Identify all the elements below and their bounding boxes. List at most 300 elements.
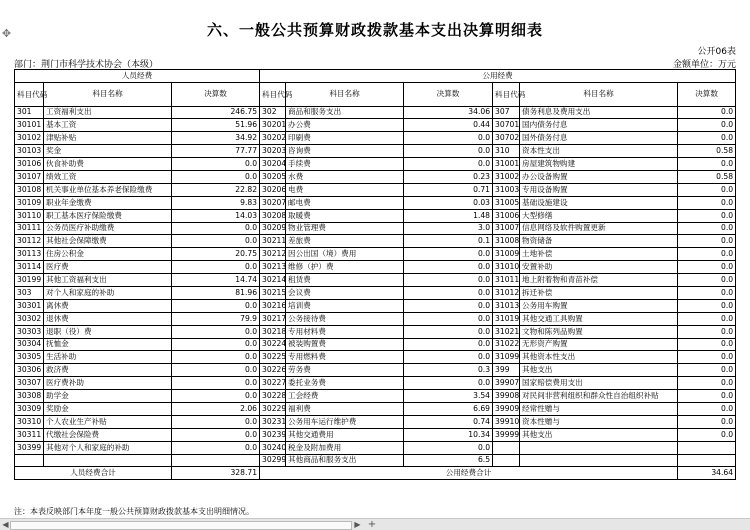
public-code-cell: 30213 (260, 261, 286, 274)
other-code-cell: 39910 (493, 415, 520, 428)
table-row (15, 274, 736, 287)
personnel-name-cell: 离休费 (44, 299, 172, 312)
table-row (15, 170, 736, 183)
public-name-cell: 办公费 (286, 119, 404, 132)
public-code-cell: 30206 (260, 183, 286, 196)
personnel-amount-cell: 20.75 (172, 248, 260, 261)
personnel-name-cell: 职工基本医疗保险缴费 (44, 209, 172, 222)
personnel-amount-cell: 22.82 (172, 183, 260, 196)
public-amount-cell: 0.0 (404, 248, 493, 261)
public-name-cell: 劳务费 (286, 364, 404, 377)
other-name-cell (520, 441, 678, 454)
other-amount-cell: 0.0 (678, 402, 736, 415)
personnel-amount-cell (172, 454, 260, 467)
personnel-total-label: 人员经费合计 (15, 467, 172, 480)
other-code-cell: 30702 (493, 132, 520, 145)
move-handle-icon[interactable]: ✥ (1, 27, 12, 40)
public-total-label: 公用经费合计 (260, 467, 678, 480)
table-row (15, 454, 736, 467)
other-amount-cell: 0.0 (678, 351, 736, 364)
other-code-cell: 399 (493, 364, 520, 377)
table-row (15, 415, 736, 428)
personnel-code-cell: 30399 (15, 441, 44, 454)
public-amount-cell: 0.71 (404, 183, 493, 196)
public-name-cell: 委托业务费 (286, 377, 404, 390)
other-amount-cell: 0.0 (678, 248, 736, 261)
other-code-cell: 31007 (493, 222, 520, 235)
table-row (15, 428, 736, 441)
public-name-cell: 差旅费 (286, 235, 404, 248)
personnel-code-cell: 30303 (15, 325, 44, 338)
public-amount-cell: 0.23 (404, 170, 493, 183)
public-code-cell: 30212 (260, 248, 286, 261)
public-name-cell: 会议费 (286, 286, 404, 299)
personnel-name-cell: 绩效工资 (44, 170, 172, 183)
personnel-amount-cell: 0.0 (172, 428, 260, 441)
personnel-name-cell: 对个人和家庭的补助 (44, 286, 172, 299)
other-amount-cell: 0.0 (678, 119, 736, 132)
public-code-cell: 30207 (260, 196, 286, 209)
table-number: 公开06表 (697, 47, 736, 57)
public-name-cell: 被装购置费 (286, 338, 404, 351)
table-row (15, 299, 736, 312)
personnel-name-cell: 其他对个人和家庭的补助 (44, 441, 172, 454)
public-name-cell: 公务用车运行维护费 (286, 415, 404, 428)
personnel-code-cell: 30101 (15, 119, 44, 132)
other-amount-cell: 0.0 (678, 390, 736, 403)
public-amount-cell: 3.0 (404, 222, 493, 235)
personnel-name-cell: 助学金 (44, 390, 172, 403)
public-code-cell: 30204 (260, 158, 286, 171)
other-amount-cell: 0.58 (678, 145, 736, 158)
personnel-name-cell: 个人农业生产补贴 (44, 415, 172, 428)
personnel-name-cell: 奖金 (44, 145, 172, 158)
public-name-cell: 培训费 (286, 299, 404, 312)
public-amount-cell: 0.0 (404, 145, 493, 158)
table-row (15, 402, 736, 415)
public-code-cell: 30208 (260, 209, 286, 222)
personnel-amount-cell: 2.06 (172, 402, 260, 415)
personnel-name-cell: 工资福利支出 (44, 106, 172, 119)
other-code-cell: 31009 (493, 248, 520, 261)
personnel-amount-cell: 77.77 (172, 145, 260, 158)
other-amount-cell: 0.0 (678, 209, 736, 222)
personnel-amount-cell: 79.9 (172, 312, 260, 325)
public-code-cell: 30218 (260, 325, 286, 338)
other-amount-cell: 0.0 (678, 261, 736, 274)
other-amount-cell: 0.0 (678, 299, 736, 312)
personnel-name-cell: 其他社会保障缴费 (44, 235, 172, 248)
personnel-code-cell: 30102 (15, 132, 44, 145)
public-name-cell: 电费 (286, 183, 404, 196)
table-row (15, 351, 736, 364)
public-name-cell: 税金及附加费用 (286, 441, 404, 454)
other-amount-cell: 0.0 (678, 428, 736, 441)
other-name-cell: 资本性支出 (520, 145, 678, 158)
table-row (15, 377, 736, 390)
personnel-name-cell: 代缴社会保险费 (44, 428, 172, 441)
other-code-cell: 307 (493, 106, 520, 119)
other-name-cell: 其他支出 (520, 364, 678, 377)
other-name-cell: 文物和陈列品购置 (520, 325, 678, 338)
personnel-name-cell: 职业年金缴费 (44, 196, 172, 209)
other-amount-cell: 0.0 (678, 415, 736, 428)
other-code-cell: 31003 (493, 183, 520, 196)
other-code-cell: 31099 (493, 351, 520, 364)
personnel-amount-cell: 34.92 (172, 132, 260, 145)
personnel-code-cell: 30309 (15, 402, 44, 415)
public-code-cell: 30226 (260, 364, 286, 377)
personnel-name-cell: 退休费 (44, 312, 172, 325)
header-amount: 决算数 (172, 82, 260, 106)
public-amount-cell: 0.0 (404, 441, 493, 454)
personnel-code-cell: 30110 (15, 209, 44, 222)
public-name-cell: 工会经费 (286, 390, 404, 403)
public-name-cell: 专用材料费 (286, 325, 404, 338)
other-name-cell: 专用设备购置 (520, 183, 678, 196)
public-code-cell: 30201 (260, 119, 286, 132)
personnel-amount-cell: 0.0 (172, 415, 260, 428)
personnel-code-cell: 30114 (15, 261, 44, 274)
personnel-total-value: 328.71 (172, 467, 260, 480)
personnel-code-cell: 30307 (15, 377, 44, 390)
other-code-cell: 310 (493, 145, 520, 158)
other-code-cell: 30701 (493, 119, 520, 132)
personnel-code-cell: 30310 (15, 415, 44, 428)
totals-row (15, 467, 736, 480)
page-title: 六、一般公共预算财政拨款基本支出决算明细表 (206, 21, 543, 39)
personnel-code-cell: 30301 (15, 299, 44, 312)
personnel-amount-cell: 0.0 (172, 158, 260, 171)
personnel-amount-cell: 0.0 (172, 222, 260, 235)
public-name-cell: 专用燃料费 (286, 351, 404, 364)
personnel-amount-cell: 9.83 (172, 196, 260, 209)
personnel-code-cell: 30108 (15, 183, 44, 196)
other-code-cell: 31022 (493, 338, 520, 351)
other-name-cell: 资本性赠与 (520, 415, 678, 428)
other-code-cell: 39907 (493, 377, 520, 390)
personnel-code-cell: 30109 (15, 196, 44, 209)
other-amount-cell: 0.0 (678, 183, 736, 196)
personnel-code-cell: 301 (15, 106, 44, 119)
personnel-name-cell: 住房公积金 (44, 248, 172, 261)
horizontal-scrollbar[interactable] (0, 518, 750, 530)
other-amount-cell: 0.0 (678, 377, 736, 390)
public-code-cell: 30211 (260, 235, 286, 248)
public-name-cell: 其他交通费用 (286, 428, 404, 441)
public-code-cell: 30231 (260, 415, 286, 428)
personnel-name-cell: 津贴补贴 (44, 132, 172, 145)
public-code-cell: 30227 (260, 377, 286, 390)
public-amount-cell: 0.0 (404, 286, 493, 299)
header-public: 公用经费 (260, 70, 736, 83)
other-name-cell: 经常性赠与 (520, 402, 678, 415)
public-code-cell: 302 (260, 106, 286, 119)
table-row (15, 158, 736, 171)
public-code-cell: 30216 (260, 299, 286, 312)
public-code-cell: 30239 (260, 428, 286, 441)
other-amount-cell (678, 441, 736, 454)
other-code-cell: 31013 (493, 299, 520, 312)
personnel-amount-cell: 0.0 (172, 261, 260, 274)
other-name-cell: 其他资本性支出 (520, 351, 678, 364)
other-amount-cell: 0.0 (678, 325, 736, 338)
personnel-amount-cell: 0.0 (172, 441, 260, 454)
other-name-cell: 地上附着物和青苗补偿 (520, 274, 678, 287)
table-row (15, 441, 736, 454)
personnel-code-cell: 303 (15, 286, 44, 299)
header-code: 科目代码 (15, 82, 44, 106)
header-name: 科目名称 (44, 82, 172, 106)
personnel-code-cell: 30112 (15, 235, 44, 248)
personnel-code-cell (15, 454, 44, 467)
personnel-amount-cell: 14.74 (172, 274, 260, 287)
other-amount-cell: 0.0 (678, 274, 736, 287)
other-amount-cell: 0.0 (678, 364, 736, 377)
public-amount-cell: 0.0 (404, 261, 493, 274)
public-code-cell: 30299 (260, 454, 286, 467)
public-name-cell: 取暖费 (286, 209, 404, 222)
public-name-cell: 印刷费 (286, 132, 404, 145)
header-name: 科目名称 (286, 82, 404, 106)
scroll-right-icon[interactable]: ▶ (354, 520, 361, 529)
other-amount-cell: 0.0 (678, 312, 736, 325)
personnel-amount-cell: 0.0 (172, 351, 260, 364)
personnel-amount-cell: 0.0 (172, 299, 260, 312)
public-name-cell: 其他商品和服务支出 (286, 454, 404, 467)
public-amount-cell: 0.03 (404, 196, 493, 209)
personnel-code-cell: 30304 (15, 338, 44, 351)
table-row (15, 183, 736, 196)
personnel-name-cell: 机关事业单位基本养老保险缴费 (44, 183, 172, 196)
other-code-cell (493, 441, 520, 454)
header-row-columns (15, 82, 736, 106)
public-name-cell: 邮电费 (286, 196, 404, 209)
personnel-amount-cell: 0.0 (172, 364, 260, 377)
public-name-cell: 公务接待费 (286, 312, 404, 325)
personnel-code-cell: 30306 (15, 364, 44, 377)
other-code-cell: 39999 (493, 428, 520, 441)
personnel-amount-cell: 0.0 (172, 235, 260, 248)
table-row (15, 106, 736, 119)
personnel-name-cell: 生活补助 (44, 351, 172, 364)
public-amount-cell: 0.44 (404, 119, 493, 132)
public-amount-cell: 0.0 (404, 338, 493, 351)
personnel-name-cell: 退职（役）费 (44, 325, 172, 338)
personnel-code-cell: 30103 (15, 145, 44, 158)
other-name-cell: 国家赔偿费用支出 (520, 377, 678, 390)
other-name-cell: 安置补助 (520, 261, 678, 274)
public-amount-cell: 3.54 (404, 390, 493, 403)
header-personnel: 人员经费 (15, 70, 260, 83)
personnel-amount-cell: 246.75 (172, 106, 260, 119)
personnel-amount-cell: 51.96 (172, 119, 260, 132)
table-row (15, 286, 736, 299)
other-name-cell: 对民间非营利组织和群众性自治组织补贴 (520, 390, 678, 403)
header-name: 科目名称 (520, 82, 678, 106)
footnote: 注：本表反映部门本年度一般公共预算财政拨款基本支出明细情况。 (14, 507, 254, 516)
public-code-cell: 30202 (260, 132, 286, 145)
public-code-cell: 30217 (260, 312, 286, 325)
public-name-cell: 咨询费 (286, 145, 404, 158)
personnel-code-cell: 30308 (15, 390, 44, 403)
other-code-cell: 31001 (493, 158, 520, 171)
other-code-cell: 31021 (493, 325, 520, 338)
other-amount-cell: 0.0 (678, 196, 736, 209)
other-code-cell: 31019 (493, 312, 520, 325)
other-code-cell: 31002 (493, 170, 520, 183)
public-amount-cell: 0.0 (404, 325, 493, 338)
public-amount-cell: 0.0 (404, 132, 493, 145)
table-row (15, 235, 736, 248)
public-code-cell: 30229 (260, 402, 286, 415)
public-amount-cell: 0.0 (404, 299, 493, 312)
other-code-cell: 31008 (493, 235, 520, 248)
public-amount-cell: 0.3 (404, 364, 493, 377)
other-name-cell: 公务用车购置 (520, 299, 678, 312)
public-amount-cell: 0.0 (404, 351, 493, 364)
header-code: 科目代码 (260, 82, 286, 106)
other-name-cell: 国外债务付息 (520, 132, 678, 145)
other-amount-cell: 0.0 (678, 158, 736, 171)
public-amount-cell: 6.5 (404, 454, 493, 467)
public-name-cell: 手续费 (286, 158, 404, 171)
personnel-name-cell: 医疗费 (44, 261, 172, 274)
other-code-cell: 31012 (493, 286, 520, 299)
table-row (15, 196, 736, 209)
personnel-amount-cell: 0.0 (172, 390, 260, 403)
public-code-cell: 30225 (260, 351, 286, 364)
other-amount-cell (678, 454, 736, 467)
other-name-cell: 债务利息及费用支出 (520, 106, 678, 119)
personnel-code-cell: 30311 (15, 428, 44, 441)
other-name-cell: 房屋建筑物购建 (520, 158, 678, 171)
other-name-cell: 土地补偿 (520, 248, 678, 261)
table-row (15, 209, 736, 222)
public-code-cell: 30224 (260, 338, 286, 351)
other-amount-cell: 0.0 (678, 106, 736, 119)
other-amount-cell: 0.58 (678, 170, 736, 183)
other-name-cell: 国内债务付息 (520, 119, 678, 132)
public-amount-cell: 1.48 (404, 209, 493, 222)
public-code-cell: 30209 (260, 222, 286, 235)
public-name-cell: 商品和服务支出 (286, 106, 404, 119)
other-code-cell: 39908 (493, 390, 520, 403)
unit-label: 金额单位：万元 (672, 60, 736, 70)
public-name-cell: 水费 (286, 170, 404, 183)
personnel-amount-cell: 0.0 (172, 325, 260, 338)
public-amount-cell: 0.74 (404, 415, 493, 428)
header-code: 科目代码 (493, 82, 520, 106)
personnel-amount-cell: 0.0 (172, 170, 260, 183)
personnel-code-cell: 30199 (15, 274, 44, 287)
other-name-cell: 其他交通工具购置 (520, 312, 678, 325)
other-code-cell: 31011 (493, 274, 520, 287)
other-amount-cell: 0.0 (678, 235, 736, 248)
public-code-cell: 30215 (260, 286, 286, 299)
public-amount-cell: 0.0 (404, 158, 493, 171)
add-sheet-icon[interactable]: + (367, 519, 377, 530)
scroll-left-icon[interactable]: ◀ (2, 520, 9, 529)
table-row (15, 312, 736, 325)
other-name-cell: 拆迁补偿 (520, 286, 678, 299)
public-amount-cell: 34.06 (404, 106, 493, 119)
other-code-cell: 31010 (493, 261, 520, 274)
other-name-cell: 信息网络及软件购置更新 (520, 222, 678, 235)
other-amount-cell: 0.0 (678, 222, 736, 235)
personnel-name-cell: 其他工资福利支出 (44, 274, 172, 287)
other-name-cell: 其他支出 (520, 428, 678, 441)
personnel-code-cell: 30106 (15, 158, 44, 171)
table-row (15, 325, 736, 338)
personnel-name-cell: 公务员医疗补助缴费 (44, 222, 172, 235)
public-name-cell: 物业管理费 (286, 222, 404, 235)
public-code-cell: 30203 (260, 145, 286, 158)
personnel-amount-cell: 14.03 (172, 209, 260, 222)
public-name-cell: 租赁费 (286, 274, 404, 287)
public-name-cell: 维修（护）费 (286, 261, 404, 274)
other-amount-cell: 0.0 (678, 338, 736, 351)
public-code-cell: 30240 (260, 441, 286, 454)
other-name-cell: 办公设备购置 (520, 170, 678, 183)
personnel-name-cell: 奖励金 (44, 402, 172, 415)
public-code-cell: 30228 (260, 390, 286, 403)
other-code-cell: 31005 (493, 196, 520, 209)
personnel-name-cell: 抚恤金 (44, 338, 172, 351)
header-amount: 决算数 (678, 82, 736, 106)
public-amount-cell: 0.0 (404, 312, 493, 325)
other-code-cell (493, 454, 520, 467)
public-amount-cell: 0.1 (404, 235, 493, 248)
personnel-name-cell (44, 454, 172, 467)
table-row (15, 390, 736, 403)
table-row (15, 145, 736, 158)
personnel-code-cell: 30302 (15, 312, 44, 325)
department-label: 部门：荆门市科学技术协会（本级） (14, 60, 159, 70)
table-row (15, 222, 736, 235)
table-row (15, 248, 736, 261)
public-code-cell: 30205 (260, 170, 286, 183)
personnel-amount-cell: 81.96 (172, 286, 260, 299)
public-name-cell: 福利费 (286, 402, 404, 415)
table-row (15, 261, 736, 274)
personnel-amount-cell: 0.0 (172, 377, 260, 390)
other-name-cell: 无形资产购置 (520, 338, 678, 351)
public-amount-cell: 6.69 (404, 402, 493, 415)
other-amount-cell: 0.0 (678, 286, 736, 299)
public-amount-cell: 10.34 (404, 428, 493, 441)
personnel-code-cell: 30107 (15, 170, 44, 183)
personnel-code-cell: 30305 (15, 351, 44, 364)
public-amount-cell: 0.0 (404, 377, 493, 390)
personnel-name-cell: 伙食补助费 (44, 158, 172, 171)
table-row (15, 364, 736, 377)
personnel-amount-cell: 0.0 (172, 338, 260, 351)
other-code-cell: 31006 (493, 209, 520, 222)
personnel-code-cell: 30111 (15, 222, 44, 235)
personnel-code-cell: 30113 (15, 248, 44, 261)
table-row (15, 119, 736, 132)
other-name-cell (520, 454, 678, 467)
header-row-group (15, 70, 736, 83)
other-name-cell: 物资储备 (520, 235, 678, 248)
public-total-value: 34.64 (678, 467, 736, 480)
public-amount-cell: 0.0 (404, 274, 493, 287)
other-name-cell: 基础设施建设 (520, 196, 678, 209)
personnel-name-cell: 救济费 (44, 364, 172, 377)
other-name-cell: 大型修缮 (520, 209, 678, 222)
personnel-name-cell: 医疗费补助 (44, 377, 172, 390)
